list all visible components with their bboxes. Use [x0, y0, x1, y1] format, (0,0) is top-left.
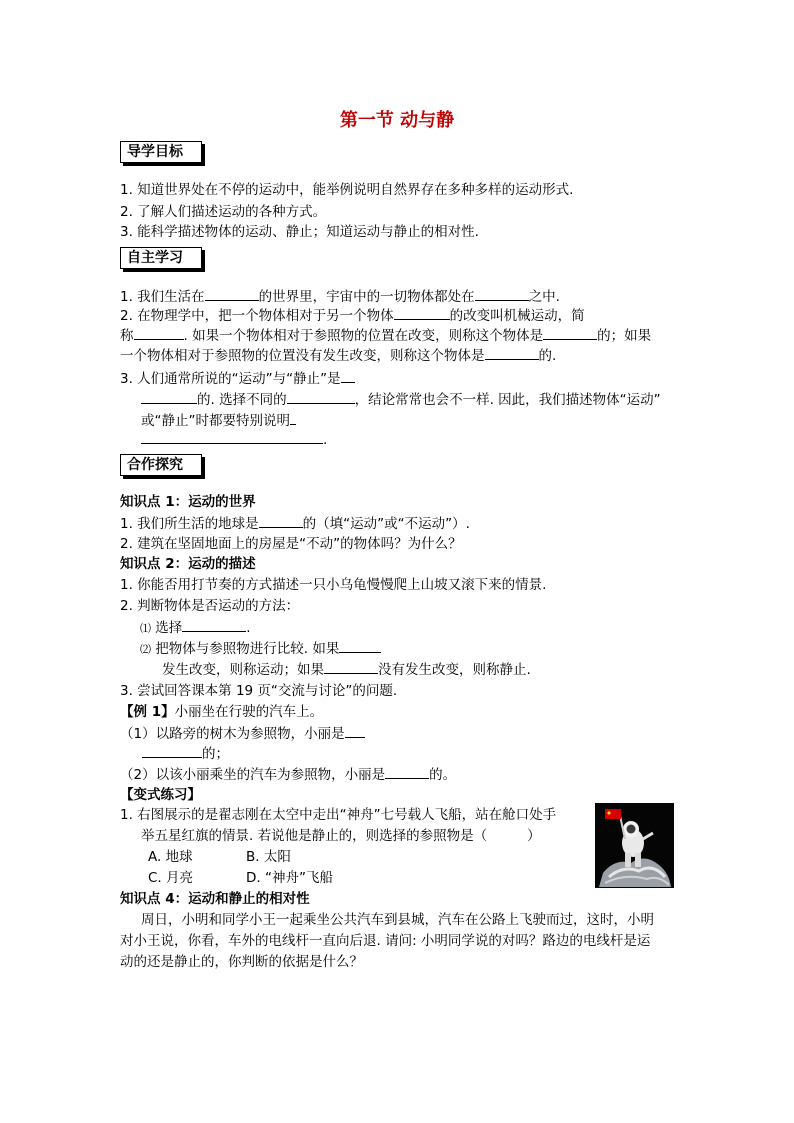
goal-item: 3. 能科学描述物体的运动、静止；知道运动与静止的相对性. — [120, 224, 479, 240]
text: 称 — [120, 328, 134, 344]
text: 举五星红旗的情景. 若说他是静止的，则选择的参照物是（ — [141, 828, 488, 844]
text: 2. 在物理学中，把一个物体相对于另一个物体 — [120, 308, 394, 324]
answer-blank[interactable] — [475, 287, 529, 301]
answer-blank[interactable] — [543, 326, 597, 340]
text: 发生改变，则称运动；如果 — [162, 662, 324, 678]
text: 的. 选择不同的 — [197, 392, 287, 408]
answer-blank[interactable] — [182, 618, 246, 632]
self-study-q2-cont — [120, 346, 556, 365]
answer-blank[interactable] — [339, 639, 381, 653]
text: 之中. — [528, 289, 560, 305]
answer-blank[interactable] — [134, 326, 184, 340]
variant-question-1: 1. 右图展示的是翟志刚在太空中走出“神舟”七号载人飞船，站在舱口处手 — [120, 807, 557, 823]
text: . — [323, 432, 328, 448]
example-label: 【例 1】 — [120, 704, 175, 720]
text: ） — [527, 828, 541, 844]
option-d[interactable]: D. “神舟”飞船 — [246, 870, 333, 886]
kp4-paragraph-line: 动的还是静止的，你判断的依据是什么？ — [120, 954, 363, 970]
knowledge-point-1: 知识点 1：运动的世界 — [120, 494, 256, 510]
text: 1. 我们所生活的地球是 — [120, 516, 259, 532]
answer-blank[interactable] — [205, 287, 259, 301]
answer-blank[interactable] — [345, 724, 365, 738]
answer-blank[interactable] — [141, 430, 323, 444]
answer-blank[interactable] — [341, 369, 355, 383]
answer-blank[interactable] — [141, 390, 197, 404]
answer-blank[interactable] — [142, 744, 202, 758]
kp2-step-1 — [140, 618, 251, 638]
astronaut-spacewalk-photo — [595, 803, 674, 888]
text: 没有发生改变，则称静止. — [378, 662, 531, 678]
knowledge-point-2: 知识点 2：运动的描述 — [120, 556, 256, 572]
example-1-part-1-cont — [142, 744, 229, 763]
text: 的； — [202, 746, 229, 762]
answer-blank[interactable] — [259, 514, 303, 528]
text: ，结论常常也会不一样. 因此，我们描述物体“运动” — [354, 392, 661, 408]
text: 小丽坐在行驶的汽车上。 — [174, 704, 324, 720]
kp2-step-2 — [140, 639, 381, 659]
self-study-q3-cont — [141, 411, 296, 430]
answer-blank[interactable] — [385, 765, 429, 779]
text: （2）以该小丽乘坐的汽车为参照物，小丽是 — [120, 767, 386, 783]
section-header-self-study: 自主学习 — [120, 247, 202, 269]
text: 1. 我们生活在 — [120, 289, 205, 305]
text: 的. — [538, 348, 557, 364]
answer-blank[interactable] — [287, 390, 355, 404]
section-header-goals: 导学目标 — [120, 141, 202, 163]
kp1-question-1 — [120, 514, 470, 533]
self-study-q2-cont — [120, 326, 651, 345]
text: 的改变叫机械运动，简 — [449, 308, 585, 324]
kp2-question-2: 2. 判断物体是否运动的方法： — [120, 598, 300, 614]
section-header-explore: 合作探究 — [120, 454, 202, 476]
answer-blank[interactable] — [290, 411, 296, 425]
self-study-q3-cont — [141, 390, 661, 409]
example-1-part-1 — [120, 724, 365, 743]
text: 的。 — [429, 767, 457, 783]
option-c[interactable]: C. 月亮 — [148, 870, 194, 886]
kp2-step-2-cont — [162, 660, 531, 679]
kp2-question-3: 3. 尝试回答课本第 19 页“交流与讨论”的问题. — [120, 683, 398, 699]
example-1-part-2 — [120, 765, 456, 784]
text: 3. 人们通常所说的“运动”与“静止”是 — [120, 371, 341, 387]
self-study-q3-cont — [141, 430, 327, 449]
astronaut-illustration — [595, 803, 674, 888]
text: 的世界里，宇宙中的一切物体都处在 — [258, 289, 475, 305]
text: 的；如果 — [597, 328, 652, 344]
text: （1）以路旁的树木为参照物，小丽是 — [120, 726, 345, 742]
step-number: ⑴ — [140, 622, 151, 635]
text: . — [246, 620, 251, 636]
text: 的（填“运动”或“不运动”）. — [302, 516, 470, 532]
goal-item: 1. 知道世界处在不停的运动中，能举例说明自然界存在多种多样的运动形式. — [120, 182, 574, 198]
variant-question-1-cont — [141, 827, 541, 845]
text: 把物体与参照物进行比较. 如果 — [155, 641, 340, 657]
step-number: ⑵ — [140, 643, 151, 656]
answer-blank[interactable] — [394, 306, 450, 320]
knowledge-point-4: 知识点 4：运动和静止的相对性 — [120, 891, 310, 907]
page-title: 第一节 动与静 — [339, 110, 455, 131]
kp4-paragraph-line: 周日，小明和同学小王一起乘坐公共汽车到县城，汽车在公路上飞驶而过，这时，小明 — [141, 912, 654, 928]
self-study-q3 — [120, 369, 355, 388]
text: 一个物体相对于参照物的位置没有发生改变，则称这个物体是 — [120, 348, 485, 364]
kp1-question-2: 2. 建筑在坚固地面上的房屋是“不动”的物体吗？为什么？ — [120, 536, 462, 552]
example-1 — [120, 703, 323, 721]
self-study-q1 — [120, 287, 560, 306]
self-study-q2 — [120, 306, 585, 325]
goal-item: 2. 了解人们描述运动的各种方式。 — [120, 204, 327, 220]
kp4-paragraph-line: 对小王说，你看，车外的电线杆一直向后退. 请问: 小明同学说的对吗？路边的电线杆是运 — [120, 933, 651, 949]
option-a[interactable]: A. 地球 — [148, 849, 193, 865]
option-b[interactable]: B. 太阳 — [246, 849, 291, 865]
text: . 如果一个物体相对于参照物的位置在改变，则称这个物体是 — [183, 328, 544, 344]
kp2-question-1: 1. 你能否用打节奏的方式描述一只小乌龟慢慢爬上山坡又滚下来的情景. — [120, 577, 547, 593]
answer-blank[interactable] — [485, 346, 539, 360]
text: 或“静止”时都要特别说明 — [141, 413, 290, 429]
text: 选择 — [155, 620, 183, 636]
variant-practice-label: 【变式练习】 — [120, 787, 201, 803]
answer-blank[interactable] — [324, 660, 378, 674]
